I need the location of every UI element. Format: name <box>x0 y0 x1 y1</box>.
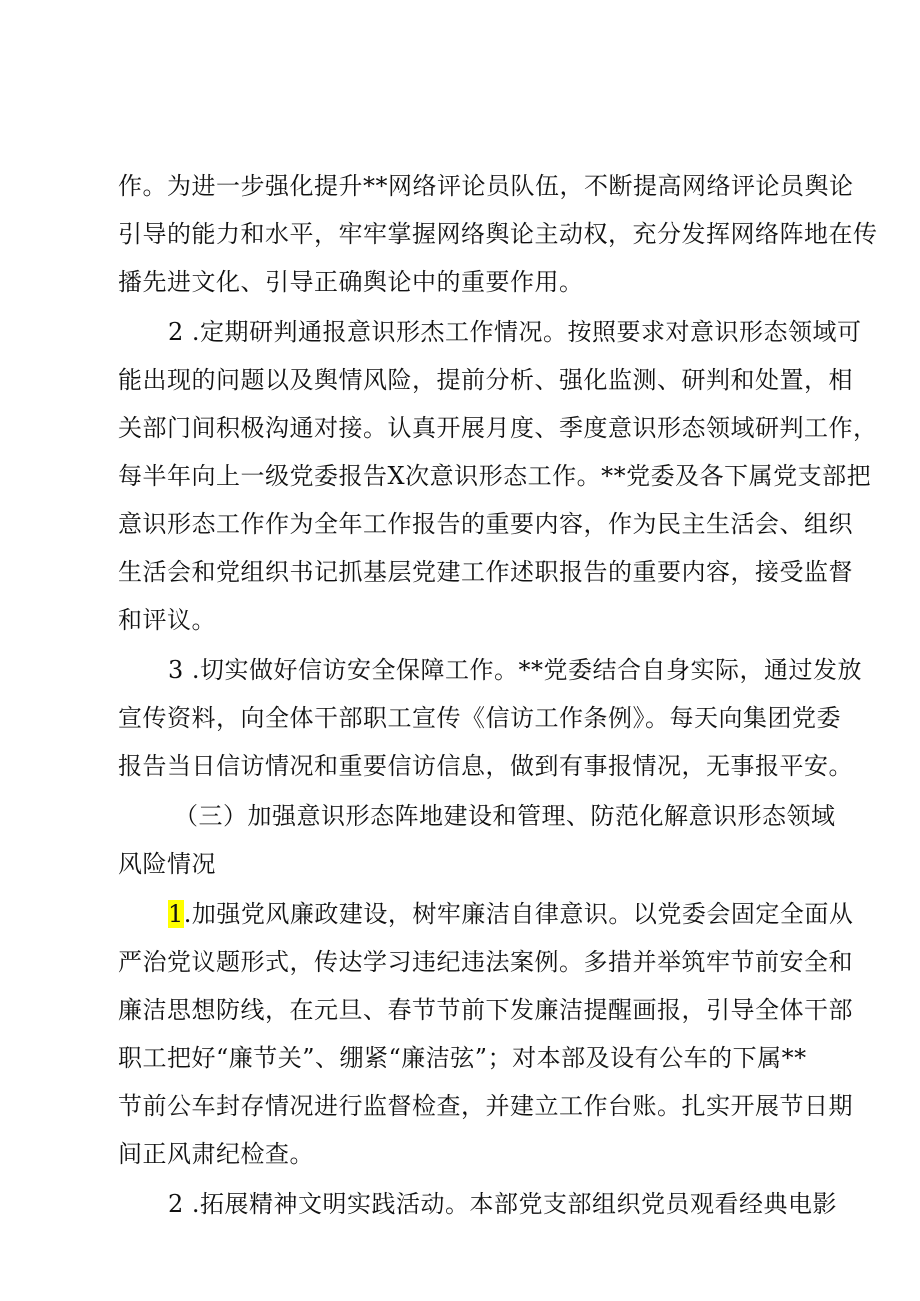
paragraph-4 <box>118 890 854 1178</box>
text-line: 2 .定期研判通报意识形杰工作情况。按照要求对意识形态领域可 <box>168 318 862 346</box>
heading-line: 风险情况 <box>118 850 216 878</box>
paragraph-3 <box>118 646 863 790</box>
text-line: 3 .切实做好信访安全保障工作。**党委结合自身实际，通过发放 <box>168 656 863 684</box>
text-line: 廉洁思想防线，在元旦、春节节前下发廉洁提醒画报，引导全体干部 <box>118 996 853 1024</box>
paragraph-2 <box>118 308 878 644</box>
text-line: 宣传资料，向全体干部职工宣传《信访工作条例》。每天向集团党委 <box>118 704 841 732</box>
text-line <box>118 890 854 938</box>
section-heading <box>118 792 836 888</box>
text-line: 报告当日信访情况和重要信访信息，做到有事报情况，无事报平安。 <box>118 752 853 780</box>
document-body <box>118 162 878 1228</box>
text-line: 关部门间积极沟通对接。认真开展月度、季度意识形态领域研判工作， <box>118 414 878 442</box>
paragraph-5 <box>118 1180 838 1228</box>
text-line: 间正风肃纪检查。 <box>118 1140 314 1168</box>
text-line: 2 .拓展精神文明实践活动。本部党支部组织党员观看经典电影 <box>168 1190 838 1218</box>
text-line: 引导的能力和水平，牢牢掌握网络舆论主动权，充分发挥网络阵地在传 <box>118 220 878 248</box>
text-line: 能出现的问题以及舆情风险，提前分析、强化监测、研判和处置，相 <box>118 366 853 394</box>
text-line: 意识形态工作作为全年工作报告的重要内容，作为民主生活会、组织 <box>118 510 853 538</box>
text-line: 职工把好“廉节关”、绷紧“廉洁弦”；对本部及设有公车的下属** <box>118 1044 807 1072</box>
text-line: 节前公车封存情况进行监督检查，并建立工作台账。扎实开展节日期 <box>118 1092 853 1120</box>
heading-line: （三）加强意识形态阵地建设和管理、防范化解意识形态领域 <box>174 802 836 830</box>
text-line: 严治党议题形式，传达学习违纪违法案例。多措并举筑牢节前安全和 <box>118 948 853 976</box>
text-line: 作。为进一步强化提升**网络评论员队伍，不断提高网络评论员舆论 <box>118 172 854 200</box>
text-line: 播先进文化、引导正确舆论中的重要作用。 <box>118 268 584 296</box>
highlighted-number: 1 <box>168 900 184 928</box>
paragraph-1 <box>118 162 878 306</box>
text-line: 生活会和党组织书记抓基层党建工作述职报告的重要内容，接受监督 <box>118 558 853 586</box>
text-line: 和评议。 <box>118 606 216 634</box>
text-line: 每半年向上一级党委报告X次意识形态工作。**党委及各下属党支部把 <box>118 462 872 490</box>
text-run: .加强党风廉政建设，树牢廉洁自律意识。以党委会固定全面从 <box>183 900 854 928</box>
